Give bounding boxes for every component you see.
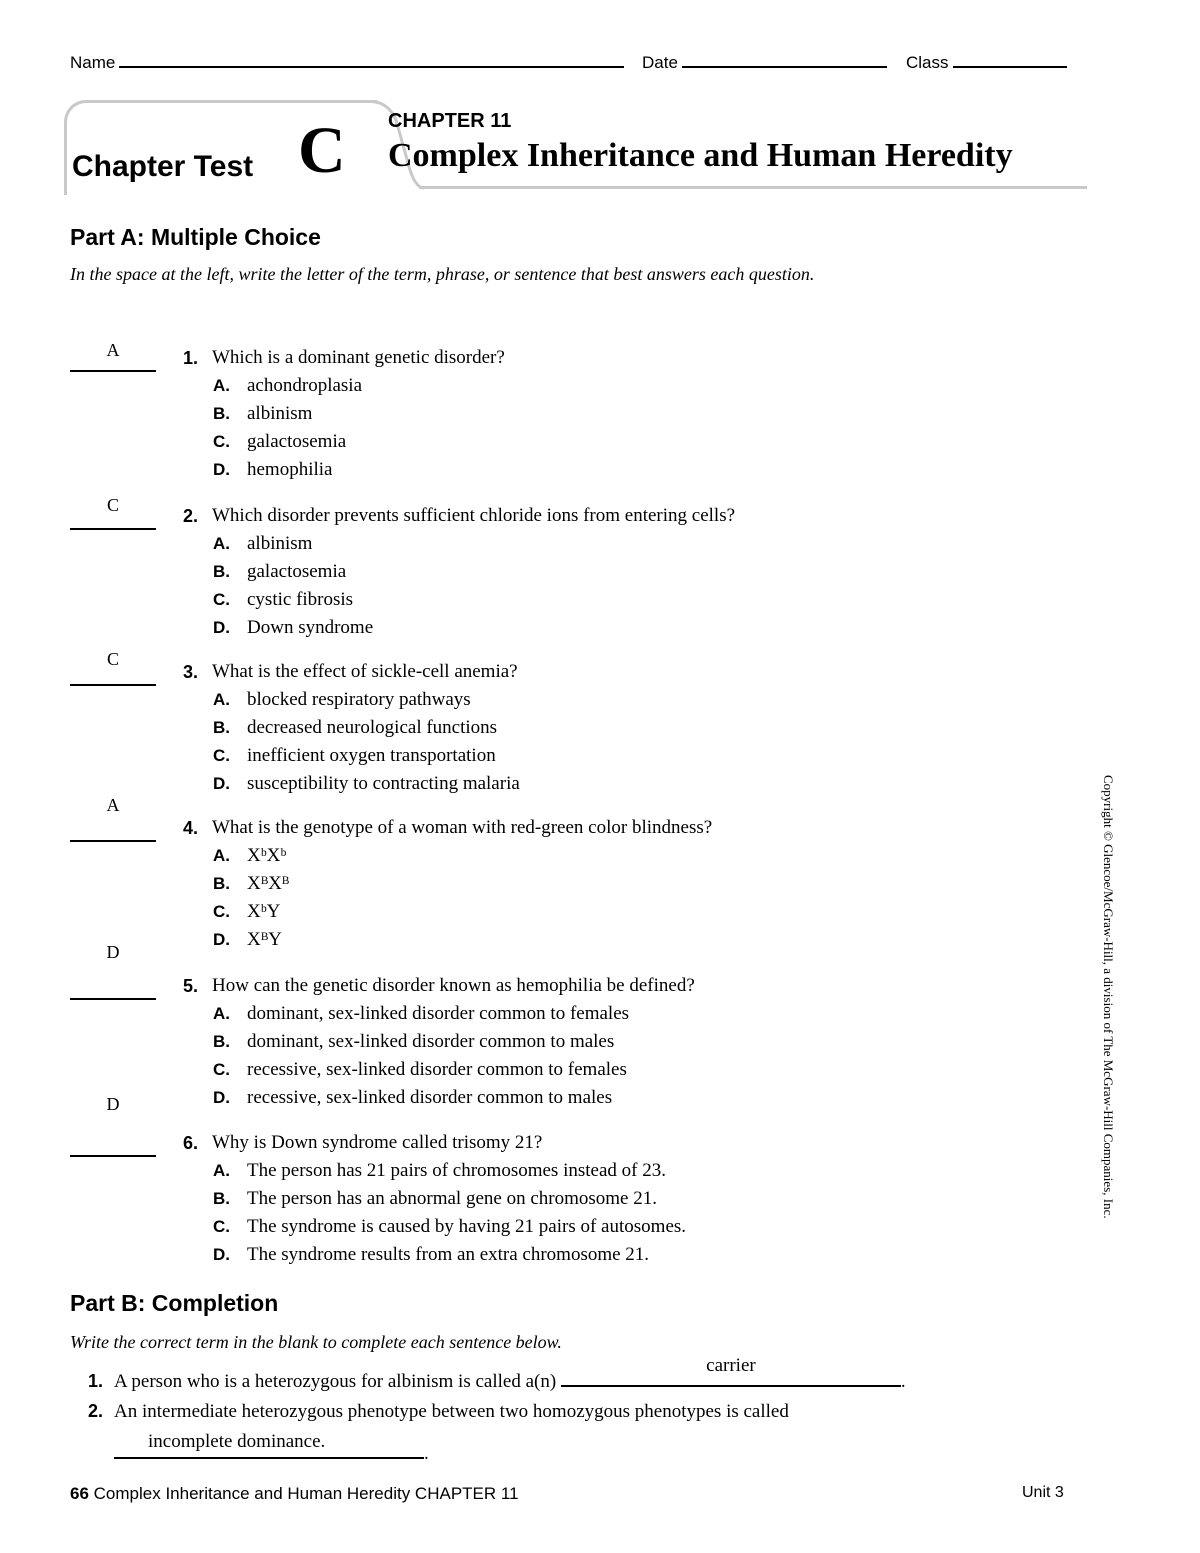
question-number: 3.: [183, 662, 199, 682]
part-a-instructions: In the space at the left, write the letter of the term, phrase, or sentence that best answers each question.: [70, 264, 815, 284]
choice-item: [213, 617, 373, 645]
answer-blank[interactable]: [70, 998, 156, 1000]
choice-text: decreased neurological functions: [247, 717, 498, 738]
part-b-heading: Part B: Completion: [70, 1290, 279, 1316]
choice-letter: C.: [213, 1060, 230, 1079]
choice-text: susceptibility to contracting malaria: [247, 773, 520, 794]
choice-letter: B.: [213, 1032, 230, 1051]
completion-item: [88, 1355, 906, 1393]
choice-item: [213, 561, 373, 589]
choice-item: [213, 845, 289, 873]
choice-item: [213, 589, 373, 617]
name-field[interactable]: [70, 50, 624, 73]
choice-text: achondroplasia: [247, 375, 363, 396]
answer-letter: C: [106, 495, 119, 515]
choice-text: Down syndrome: [247, 617, 374, 638]
completion-answer: incomplete dominance.: [148, 1431, 326, 1452]
question-number: 6.: [183, 1133, 199, 1153]
choice-letter: C.: [213, 902, 230, 921]
choice-list: [213, 533, 373, 645]
choice-text: dominant, sex-linked disorder common to males: [247, 1031, 615, 1052]
choice-item: [213, 929, 289, 957]
choice-letter: D.: [213, 1088, 230, 1107]
choice-text: hemophilia: [247, 459, 333, 480]
choice-text: XᴮXᴮ: [247, 873, 290, 894]
choice-item: [213, 1087, 629, 1115]
choice-letter: C.: [213, 590, 230, 609]
choice-item: [213, 1160, 686, 1188]
choice-letter: C.: [213, 1217, 230, 1236]
class-field[interactable]: [906, 50, 1067, 73]
choice-letter: A.: [213, 376, 230, 395]
choice-list: [213, 375, 362, 487]
footer-text: Complex Inheritance and Human Heredity CHAPTER 11: [93, 1484, 519, 1503]
question-number: 5.: [183, 976, 199, 996]
choice-letter: C.: [213, 746, 230, 765]
choice-letter: A.: [213, 690, 230, 709]
completion-item-continuation: [114, 1431, 429, 1465]
answer-blank[interactable]: [70, 684, 156, 686]
choice-item: [213, 1059, 629, 1087]
choice-letter: B.: [213, 562, 230, 581]
class-line[interactable]: [953, 50, 1067, 68]
choice-text: albinism: [247, 403, 313, 424]
page-number: 66: [70, 1484, 89, 1503]
test-letter: C: [298, 114, 346, 187]
chapter-title: Complex Inheritance and Human Heredity: [388, 137, 1013, 174]
choice-text: albinism: [247, 533, 313, 554]
choice-text: The syndrome results from an extra chromosome 21.: [247, 1244, 650, 1265]
choice-item: [213, 1244, 686, 1272]
copyright-notice: Copyright © Glencoe/McGraw-Hill, a division of The McGraw-Hill Companies, Inc.: [1101, 775, 1116, 1219]
completion-number: 2.: [88, 1401, 104, 1421]
answer-blank[interactable]: [70, 528, 156, 530]
choice-text: dominant, sex-linked disorder common to females: [247, 1003, 630, 1024]
choice-letter: B.: [213, 718, 230, 737]
date-label: Date: [642, 53, 678, 72]
choice-item: [213, 431, 362, 459]
chapter-test-label: Chapter Test: [72, 150, 254, 183]
choice-text: XᵇXᵇ: [247, 845, 287, 866]
choice-text: XᵇY: [247, 901, 281, 922]
completion-text: A person who is a heterozygous for albinism is called a(n): [114, 1371, 557, 1392]
choice-item: [213, 1188, 686, 1216]
completion-blank[interactable]: [114, 1431, 424, 1459]
choice-text: The syndrome is caused by having 21 pairs of autosomes.: [247, 1216, 687, 1237]
choice-letter: B.: [213, 1189, 230, 1208]
answer-letter: A: [106, 340, 120, 360]
question-number: 2.: [183, 506, 199, 526]
choice-letter: A.: [213, 846, 230, 865]
choice-letter: B.: [213, 874, 230, 893]
answer-letter: C: [106, 649, 119, 669]
choice-item: [213, 901, 289, 929]
answer-blank[interactable]: [70, 840, 156, 842]
choice-list: [213, 689, 520, 801]
question-number: 4.: [183, 818, 199, 838]
choice-letter: A.: [213, 534, 230, 553]
choice-letter: D.: [213, 930, 230, 949]
question-text: How can the genetic disorder known as hemophilia be defined?: [212, 975, 695, 996]
answer-letter: A: [106, 795, 120, 815]
choice-text: XᴮY: [247, 929, 282, 950]
choice-item: [213, 745, 520, 773]
part-b-instructions: Write the correct term in the blank to complete each sentence below.: [70, 1332, 562, 1352]
answer-letter: D: [106, 942, 120, 962]
choice-letter: A.: [213, 1161, 230, 1180]
choice-item: [213, 1031, 629, 1059]
choice-letter: D.: [213, 1245, 230, 1264]
question-number: 1.: [183, 348, 199, 368]
completion-blank[interactable]: [561, 1355, 901, 1387]
tab-underline: [419, 186, 1087, 189]
part-a-heading: Part A: Multiple Choice: [70, 224, 321, 250]
question-text: Why is Down syndrome called trisomy 21?: [212, 1132, 543, 1153]
completion-answer: carrier: [706, 1355, 756, 1376]
date-line[interactable]: [682, 50, 887, 68]
choice-text: The person has an abnormal gene on chromosome 21.: [247, 1188, 657, 1209]
choice-text: galactosemia: [247, 431, 347, 452]
choice-item: [213, 773, 520, 801]
choice-item: [213, 689, 520, 717]
choice-list: [213, 1160, 686, 1272]
choice-text: blocked respiratory pathways: [247, 689, 471, 710]
footer-title: [70, 1484, 519, 1504]
choice-letter: C.: [213, 432, 230, 451]
question-text: What is the genotype of a woman with red-green color blindness?: [212, 817, 713, 838]
choice-item: [213, 459, 362, 487]
completion-item: [88, 1401, 789, 1423]
chapter-number: CHAPTER 11: [388, 110, 512, 132]
choice-letter: B.: [213, 404, 230, 423]
choice-text: The person has 21 pairs of chromosomes instead of 23.: [247, 1160, 666, 1181]
name-line[interactable]: [119, 50, 624, 68]
choice-text: cystic fibrosis: [247, 589, 354, 610]
choice-item: [213, 533, 373, 561]
name-label: Name: [70, 53, 116, 72]
choice-item: [213, 375, 362, 403]
choice-text: recessive, sex-linked disorder common to females: [247, 1059, 627, 1080]
choice-text: recessive, sex-linked disorder common to males: [247, 1087, 613, 1108]
completion-number: 1.: [88, 1371, 104, 1391]
question-text: Which is a dominant genetic disorder?: [212, 347, 505, 368]
answer-blank[interactable]: [70, 370, 156, 372]
date-field[interactable]: [642, 50, 887, 73]
choice-text: galactosemia: [247, 561, 347, 582]
choice-letter: A.: [213, 1004, 230, 1023]
footer-unit: Unit 3: [1022, 1484, 1064, 1501]
choice-item: [213, 873, 289, 901]
choice-letter: D.: [213, 618, 230, 637]
answer-letter: D: [106, 1094, 120, 1114]
class-label: Class: [906, 53, 949, 72]
answer-blank[interactable]: [70, 1155, 156, 1157]
choice-item: [213, 1216, 686, 1244]
choice-letter: D.: [213, 460, 230, 479]
choice-item: [213, 403, 362, 431]
completion-end: .: [424, 1443, 429, 1464]
choice-item: [213, 1003, 629, 1031]
question-text: Which disorder prevents sufficient chloride ions from entering cells?: [212, 505, 736, 526]
completion-text: An intermediate heterozygous phenotype between two homozygous phenotypes is called: [114, 1401, 789, 1422]
choice-item: [213, 717, 520, 745]
choice-list: [213, 1003, 629, 1115]
choice-list: [213, 845, 289, 957]
question-text: What is the effect of sickle-cell anemia?: [212, 661, 518, 682]
completion-end: .: [900, 1371, 906, 1392]
choice-text: inefficient oxygen transportation: [247, 745, 496, 766]
choice-letter: D.: [213, 774, 230, 793]
